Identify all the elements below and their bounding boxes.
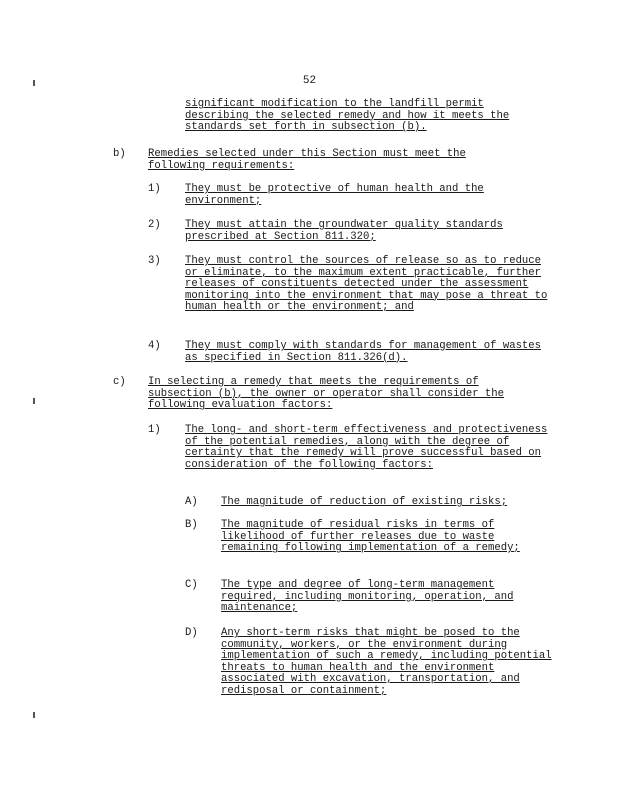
section-c-marker: c) bbox=[113, 376, 126, 388]
scan-speck bbox=[33, 80, 35, 86]
section-c-item-1-marker: 1) bbox=[148, 424, 161, 436]
section-b-item-4-text: They must comply with standards for management of wastes as specified in Section 811.326(d). bbox=[185, 340, 542, 364]
section-b-item-1-text: They must be protective of human health and the environment; bbox=[185, 183, 484, 207]
section-c-subitem-c-marker: C) bbox=[185, 579, 198, 591]
section-b-text: Remedies selected under this Section must meet the following requirements: bbox=[148, 148, 466, 172]
section-b-item-3-text: They must control the sources of release so as to reduce or eliminate, to the maximum extent practicable, further releases of constituents detected under the assessment monitoring into the environment that may pose a threat to human health or the environment; and bbox=[185, 255, 548, 314]
section-c-subitem-b-text: The magnitude of residual risks in terms of likelihood of further releases due to waste remaining following implementation of a remedy; bbox=[221, 519, 520, 555]
section-c-subitem-a-text: The magnitude of reduction of existing risks; bbox=[221, 496, 508, 508]
section-c-text: In selecting a remedy that meets the requirements of subsection (b), the owner or operator shall consider the following evaluation factors: bbox=[148, 376, 505, 412]
section-c-subitem-b-marker: B) bbox=[185, 519, 198, 531]
scan-speck bbox=[33, 398, 35, 404]
scan-speck bbox=[33, 712, 35, 718]
section-c-subitem-d-marker: D) bbox=[185, 627, 198, 639]
section-b-item-2-marker: 2) bbox=[148, 219, 161, 231]
page-number: 52 bbox=[302, 75, 317, 87]
section-c-subitem-d-text: Any short-term risks that might be posed to the community, workers, or the environment during implementation of such a remedy, including potential threats to human health and the environment associated with excavation, transportation, and redisposal or containment; bbox=[221, 627, 552, 697]
section-b-item-4-marker: 4) bbox=[148, 340, 161, 352]
section-b-item-3-marker: 3) bbox=[148, 255, 161, 267]
section-c-subitem-a-marker: A) bbox=[185, 496, 198, 508]
section-b-item-2-text: They must attain the groundwater quality standards prescribed at Section 811.320; bbox=[185, 219, 503, 243]
section-c-subitem-c-text: The type and degree of long-term management required, including monitoring, operation, and maintenance; bbox=[221, 579, 514, 615]
section-b-item-1-marker: 1) bbox=[148, 183, 161, 195]
section-b-marker: b) bbox=[113, 148, 126, 160]
intro-continuation: significant modification to the landfill permit describing the selected remedy and how it meets the standards set forth in subsection (b). bbox=[185, 98, 510, 134]
section-c-item-1-text: The long- and short-term effectiveness and protectiveness of the potential remedies, along with the degree of certainty that the remedy will prove successful based on consideration of the following factors: bbox=[185, 424, 548, 471]
